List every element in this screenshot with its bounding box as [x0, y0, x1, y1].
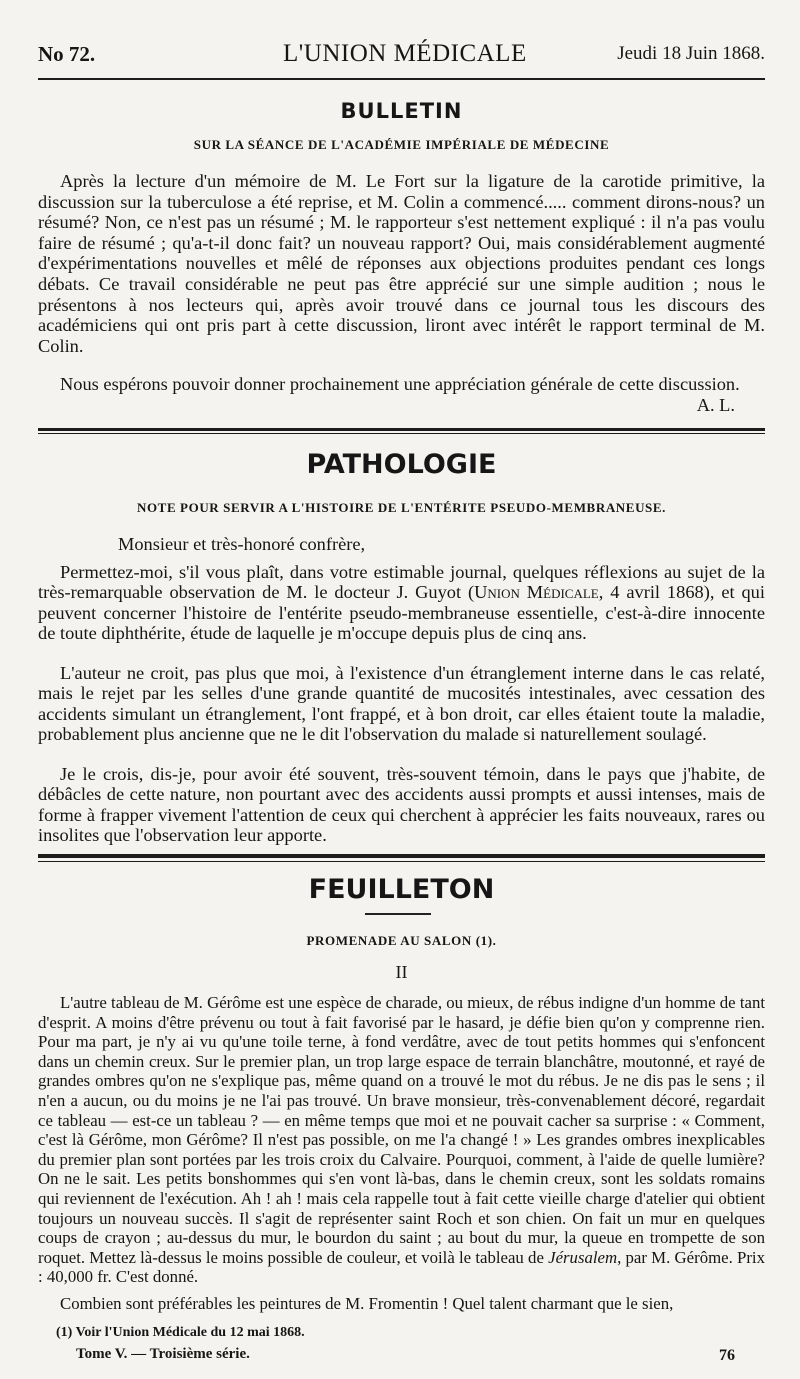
bulletin-paragraph-2 [38, 374, 765, 415]
feuilleton-paragraph-1 [38, 993, 765, 1287]
bulletin-title: BULLETIN [340, 99, 463, 123]
pathologie-paragraph-3: Je le crois, dis-je, pour avoir été souvent, très-souvent témoin, dans le pays que j'habite, de débâcles de cette nature, non pourtant avec des accidents aussi prompts et aussi intenses, mais de forme à frapper vivement l'attention de ceux qui cherchent à apprécier les faits nouveaux, rares ou insolites que l'observation leur apporte. [38, 764, 765, 846]
bulletin-signature: A. L. [696, 394, 735, 415]
feuilleton-paragraph-1-end: , par M. Gérôme. Prix : 40,000 fr. C'est donné. [38, 1247, 765, 1287]
feuilleton-short-rule [365, 913, 431, 915]
painting-title: Jérusalem [548, 1247, 618, 1267]
pathologie-paragraph-1 [38, 562, 765, 644]
journal-reference: Union Médicale [474, 582, 599, 603]
feuilleton-paragraph-2: Combien sont préférables les peintures de M. Fromentin ! Quel talent charmant que le sien, [60, 1294, 674, 1313]
pathologie-paragraph-1-end: , 4 avril 1868), et qui peuvent concerner l'histoire de l'entérite pseudo-membraneuse essentielle, c'est-à-dire innocente de toute diphthérite, étude de laquelle je m'occupe depuis plus de cinq ans. [38, 582, 765, 644]
feuilleton-subtitle: PROMENADE AU SALON (1). [306, 933, 497, 948]
journal-title: L'UNION MÉDICALE [283, 40, 527, 67]
section-rule-2b [38, 861, 765, 862]
series-label: Tome V. — Troisième série. [76, 1346, 250, 1362]
page-number: 76 [719, 1347, 735, 1364]
feuilleton-part-number: II [395, 962, 408, 982]
bulletin-paragraph-2-text: Nous espérons pouvoir donner prochainement une appréciation générale de cette discussion. [60, 374, 740, 394]
pathologie-subtitle: NOTE POUR SERVIR A L'HISTOIRE DE L'ENTÉRITE PSEUDO-MEMBRANEUSE. [136, 500, 667, 515]
bulletin-subtitle: SUR LA SÉANCE DE L'ACADÉMIE IMPÉRIALE DE MÉDECINE [193, 137, 610, 152]
bulletin-paragraph-1: Après la lecture d'un mémoire de M. Le Fort sur la ligature de la carotide primitive, la discussion sur la tuberculose a été reprise, et M. Colin a commencé..... comment dirons-nous? un résumé? Non, ce n'est pas un résumé ; M. le rapporteur s'est nettement expliqué : il n'a pas voulu faire de résumé ; qu'a-t-il donc fait? un nouveau rapport? Oui, mais considérablement augmenté d'expérimentations nouvelles et mêlé de réponses aux objections produites pendant ces longs débats. Ce travail considérable ne peut pas être apprécié sur une simple audition ; nous le présentons à nos lecteurs qui, après avoir trouvé dans ce journal tous les discours des académiciens qui ont pris part à cette discussion, liront avec intérêt le rapport terminal de M. Colin. [38, 171, 765, 356]
issue-number: No 72. [38, 42, 96, 66]
header-rule [38, 78, 765, 80]
issue-date: Jeudi 18 Juin 1868. [617, 43, 765, 64]
feuilleton-title: FEUILLETON [308, 874, 495, 905]
pathologie-paragraph-1-start: Permettez-moi, s'il vous plaît, dans votre estimable journal, quelques réflexions au sujet de la très-remarquable observation de M. le docteur J. Guyot ( [38, 562, 765, 603]
pathologie-paragraph-2: L'auteur ne croit, pas plus que moi, à l'existence d'un étranglement interne dans le cas relaté, mais le rejet par les selles d'une grande quantité de mucosités intestinales, avec cessation des accidents simulant un étranglement, l'ont frappé, et à bon droit, car elles étaient toute la maladie, probablement plus ancienne que ne le dit l'observation du malade si naturellement soulagé. [38, 663, 765, 745]
section-rule-2 [38, 854, 765, 858]
section-rule-1 [38, 428, 765, 431]
pathologie-salutation: Monsieur et très-honoré confrère, [118, 534, 366, 554]
section-rule-1b [38, 433, 765, 434]
footnote: (1) Voir l'Union Médicale du 12 mai 1868. [56, 1325, 305, 1340]
pathologie-title: PATHOLOGIE [306, 449, 497, 480]
masthead [38, 40, 765, 70]
feuilleton-paragraph-1-start: L'autre tableau de M. Gérôme est une espèce de charade, ou mieux, de rébus indigne d'un homme de tant d'esprit. A moins d'être prévenu ou tout à fait favorisé par le hasard, je défie bien qu'on y comprenne rien. Pour ma part, je n'y ai vu qu'une toile terne, à fond verdâtre, avec de tout petits hommes qui s'enfoncent dans un chemin creux. Sur le premier plan, un trop large espace de terrain blanchâtre, moutonné, et rayé de grandes ombres qu'on ne s'explique pas, même quand on a trouvé le mot du rébus. Je ne dis pas le sens ; il n'en a aucun, ou du moins je ne l'ai pas trouvé. Un brave monsieur, très-convenablement décoré, regardait ce tableau — est-ce un tableau ? — en même temps que moi et ne pouvait cacher sa surprise : « Comment, c'est là Gérôme, mon Gérôme? Il n'est pas possible, on me l'a changé ! » Les grandes ombres inexplicables du premier plan sont portées par les trois croix du Calvaire. Pourquoi, comment, à l'aide de quelle lumière? On ne le sait. Les petits bonshommes qui s'en vont là-bas, dans le chemin creux, sont les soldats romains qui reviennent de l'exécution. Ah ! ah ! mais cela rappelle tout à fait cette vieille charge d'atelier qui obtient toujours un nouveau succès. Il s'agit de représenter saint Roch et son chien. On fait un mur en quelques coups de crayon ; au-dessus du mur, le bourdon du saint ; au bout du mur, la queue en trompette de son roquet. Mettez là-dessus le moins possible de couleur, et voilà le tableau de [38, 993, 765, 1267]
